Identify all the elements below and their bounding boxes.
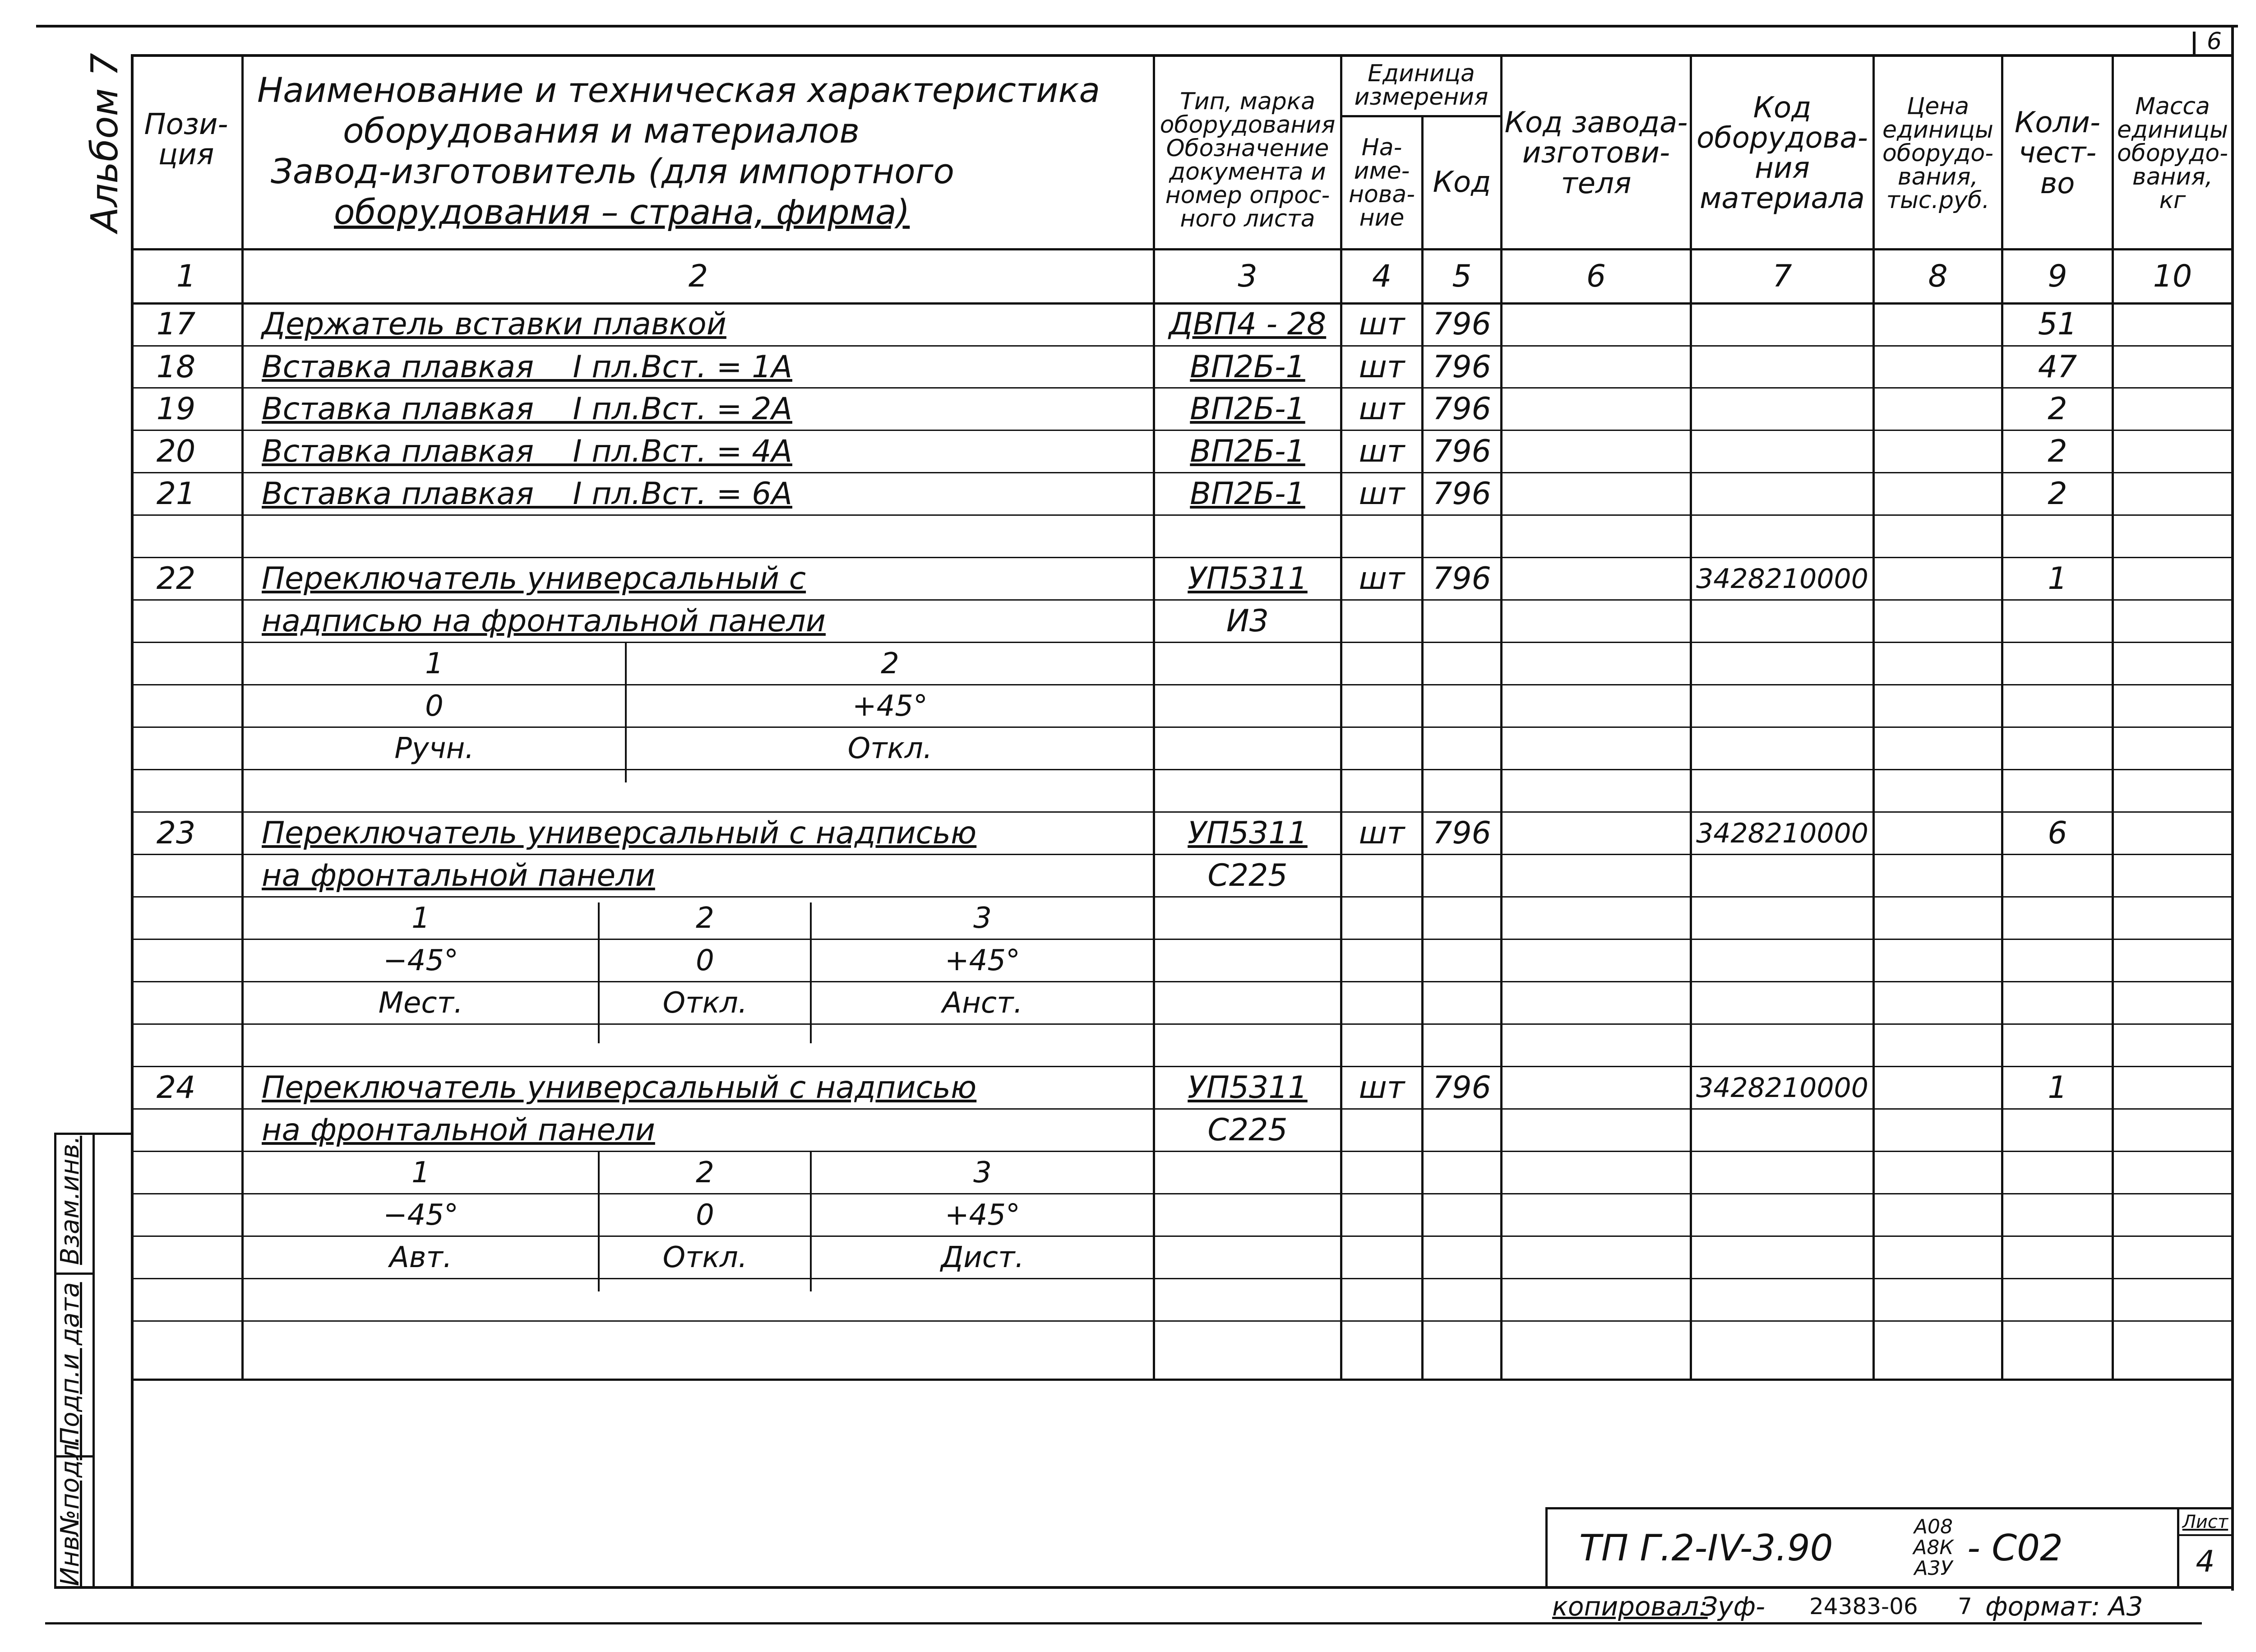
footer-order: 24383-06 — [1809, 1593, 1918, 1620]
row-code: 796 — [1433, 561, 1491, 597]
row-type: УП5311 — [1188, 815, 1308, 851]
frame-right — [2231, 25, 2234, 1591]
sub22-cell: Откл. — [847, 731, 933, 765]
row-type: С225 — [1207, 1112, 1288, 1148]
bottom-rule — [45, 1622, 2202, 1624]
row-unit: шт — [1359, 561, 1405, 597]
sub23-sep1 — [598, 902, 600, 1043]
sheet-corner-number: 6 — [2206, 28, 2222, 55]
row-pos: 23 — [156, 815, 196, 851]
header-name-2: оборудования и материалов — [343, 111, 860, 151]
row-unit: шт — [1359, 476, 1405, 512]
sub22-cell: 0 — [425, 689, 444, 723]
sub23-cell: Откл. — [662, 986, 748, 1020]
row-unit: шт — [1359, 349, 1405, 385]
row-unit: шт — [1359, 1070, 1405, 1106]
sub23-cell: 1 — [411, 901, 430, 935]
row-equip: 3428210000 — [1696, 817, 1868, 849]
row-type: ВП2Б-1 — [1190, 349, 1305, 385]
row-qty: 1 — [2048, 561, 2067, 597]
header-name-1: Наименование и техническая характеристика — [257, 70, 1100, 111]
row-pos: 22 — [156, 561, 196, 597]
row-name: Вставка плавкая I пл.Вст. = 4А — [262, 434, 792, 469]
row-type: С225 — [1207, 858, 1288, 893]
row-type: ВП2Б-1 — [1190, 391, 1305, 427]
sub23-cell: +45° — [944, 944, 1021, 977]
row-unit: шт — [1359, 815, 1405, 851]
row-pos: 20 — [156, 434, 196, 469]
header-plant-code: Код завода- изготови- теля — [1504, 106, 1688, 200]
col-number: 9 — [2048, 259, 2067, 294]
row-type: УП5311 — [1188, 561, 1308, 597]
col-number: 4 — [1372, 259, 1392, 294]
row-pos: 18 — [156, 349, 196, 385]
sheet-number: 4 — [2196, 1544, 2215, 1579]
sub23-sep2 — [810, 902, 812, 1043]
sub24-cell: 3 — [973, 1156, 992, 1189]
row-pos: 19 — [156, 391, 196, 427]
table-bottom — [131, 1379, 2233, 1381]
sub23-cell: Анст. — [942, 986, 1023, 1020]
row-qty: 1 — [2048, 1070, 2067, 1106]
title-left — [1545, 1507, 1548, 1588]
row-type: ДВП4 - 28 — [1169, 306, 1327, 342]
header-qty: Коли- чест- во — [2014, 106, 2101, 200]
col-number: 7 — [1772, 259, 1792, 294]
col-number: 2 — [688, 259, 708, 294]
corner-box-line — [2193, 32, 2196, 56]
row-line — [131, 1320, 2233, 1322]
row-name: Держатель вставки плавкой — [262, 306, 726, 342]
doc-albums: А08 А8К А3У — [1913, 1515, 1954, 1580]
row-qty: 2 — [2048, 476, 2067, 512]
album-label: Альбом 7 — [83, 53, 126, 232]
row-qty: 51 — [2038, 306, 2077, 342]
sub24-cell: 0 — [696, 1198, 714, 1232]
header-price: Цена единицы оборудо- вания, тыс.руб. — [1882, 93, 1993, 214]
sub22-cell: 1 — [425, 647, 444, 680]
header-name-3: Завод-изготовитель (для импортного — [271, 151, 954, 192]
row-name: надписью на фронтальной панели — [262, 603, 826, 639]
row-line — [131, 1278, 2233, 1279]
sub24-sep2 — [810, 1151, 812, 1291]
row-code: 796 — [1433, 1070, 1491, 1106]
stamp-vzam: Взам.инв. — [55, 1135, 85, 1265]
row-code: 796 — [1433, 391, 1491, 427]
stamp-podp: Подп.и дата — [55, 1282, 85, 1446]
row-name: на фронтальной панели — [262, 1112, 655, 1148]
top-rule — [36, 25, 2238, 28]
col-number: 6 — [1586, 259, 1606, 294]
row-name: Переключатель универсальный с надписью — [262, 815, 977, 851]
sub24-cell: Откл. — [662, 1240, 748, 1274]
doc-code: ТП Г.2-IV-3.90 — [1579, 1527, 1833, 1569]
footer-copied: копировал: — [1552, 1591, 1708, 1622]
footer-format: формат: А3 — [1985, 1591, 2143, 1622]
row-code: 796 — [1433, 434, 1491, 469]
sub24-cell: 2 — [696, 1156, 714, 1189]
sub23-cell: 3 — [973, 901, 992, 935]
row-type: УП5311 — [1188, 1070, 1308, 1106]
header-unit-code: Код — [1433, 165, 1491, 199]
frame-top — [131, 54, 2233, 57]
row-pos: 21 — [156, 476, 196, 512]
sub24-cell: −45° — [383, 1198, 459, 1232]
sub23-cell: −45° — [383, 944, 459, 977]
row-type: ВП2Б-1 — [1190, 476, 1305, 512]
row-unit: шт — [1359, 434, 1405, 469]
row-unit: шт — [1359, 306, 1405, 342]
row-line — [131, 769, 2233, 770]
sub24-cell: 1 — [411, 1156, 430, 1189]
footer-copied-signature: Зуф- — [1701, 1591, 1766, 1622]
row-code: 796 — [1433, 815, 1491, 851]
sub23-cell: Мест. — [378, 986, 463, 1020]
row-qty: 2 — [2048, 434, 2067, 469]
row-name: Переключатель универсальный с надписью — [262, 1070, 977, 1106]
row-line — [131, 1023, 2233, 1025]
sub24-cell: +45° — [944, 1198, 1021, 1232]
stamp-inv: Инв№подл. — [55, 1436, 85, 1586]
header-unit-name: На- име- нова- ние — [1348, 134, 1415, 231]
sub24-cell: Дист. — [941, 1240, 1024, 1274]
row-qty: 2 — [2048, 391, 2067, 427]
sub22-cell: 2 — [881, 647, 899, 680]
row-pos: 24 — [156, 1070, 196, 1106]
row-line — [131, 514, 2233, 516]
header-type: Тип, марка оборудования Обозначение документа и номер опрос- ного листа — [1160, 88, 1336, 232]
row-unit: шт — [1359, 391, 1405, 427]
row-qty: 47 — [2038, 349, 2077, 385]
row-name: Вставка плавкая I пл.Вст. = 6А — [262, 476, 792, 512]
row-code: 796 — [1433, 349, 1491, 385]
row-name: Вставка плавкая I пл.Вст. = 1А — [262, 349, 792, 385]
row-pos: 17 — [156, 306, 196, 342]
header-pos: Пози- ция — [144, 107, 228, 171]
footer-copy-no: 7 — [1958, 1593, 1972, 1620]
unit-group-rule — [1340, 115, 1502, 117]
row-type: И3 — [1226, 603, 1269, 639]
sub22-cell: +45° — [852, 689, 928, 723]
sub22-cell: Ручн. — [394, 731, 474, 765]
sheet-label: Лист — [2182, 1511, 2228, 1532]
row-name: Переключатель универсальный с — [262, 561, 806, 597]
row-equip: 3428210000 — [1696, 563, 1868, 595]
frame-bottom — [54, 1586, 2233, 1589]
col-number: 8 — [1928, 259, 1948, 294]
row-qty: 6 — [2048, 815, 2067, 851]
sub22-sep — [625, 642, 627, 782]
header-mass: Масса единицы оборудо- вания, кг — [2117, 93, 2228, 214]
sub23-cell: 0 — [696, 944, 714, 977]
header-unit-group: Единица измерения — [1354, 60, 1489, 111]
header-name-4: оборудования – страна, фирма) — [334, 192, 910, 232]
col-number: 10 — [2153, 259, 2192, 294]
stamp-mid — [92, 1133, 95, 1588]
row-code: 796 — [1433, 306, 1491, 342]
title-sheet-rule — [2177, 1534, 2233, 1536]
sub24-cell: Авт. — [389, 1240, 453, 1274]
row-name: на фронтальной панели — [262, 858, 655, 893]
col-number: 1 — [176, 259, 196, 294]
row-type: ВП2Б-1 — [1190, 434, 1305, 469]
col-number: 5 — [1452, 259, 1472, 294]
row-name: Вставка плавкая I пл.Вст. = 2А — [262, 391, 792, 427]
header-equip-code: Код оборудова- ния материала — [1697, 91, 1868, 216]
stamp-sep1 — [54, 1273, 95, 1275]
row-equip: 3428210000 — [1696, 1072, 1868, 1104]
sub24-sep1 — [598, 1151, 600, 1291]
col-number: 3 — [1238, 259, 1257, 294]
sub23-cell: 2 — [696, 901, 714, 935]
title-top — [1545, 1507, 2233, 1509]
row-code: 796 — [1433, 476, 1491, 512]
doc-suffix: - С02 — [1967, 1527, 2063, 1569]
